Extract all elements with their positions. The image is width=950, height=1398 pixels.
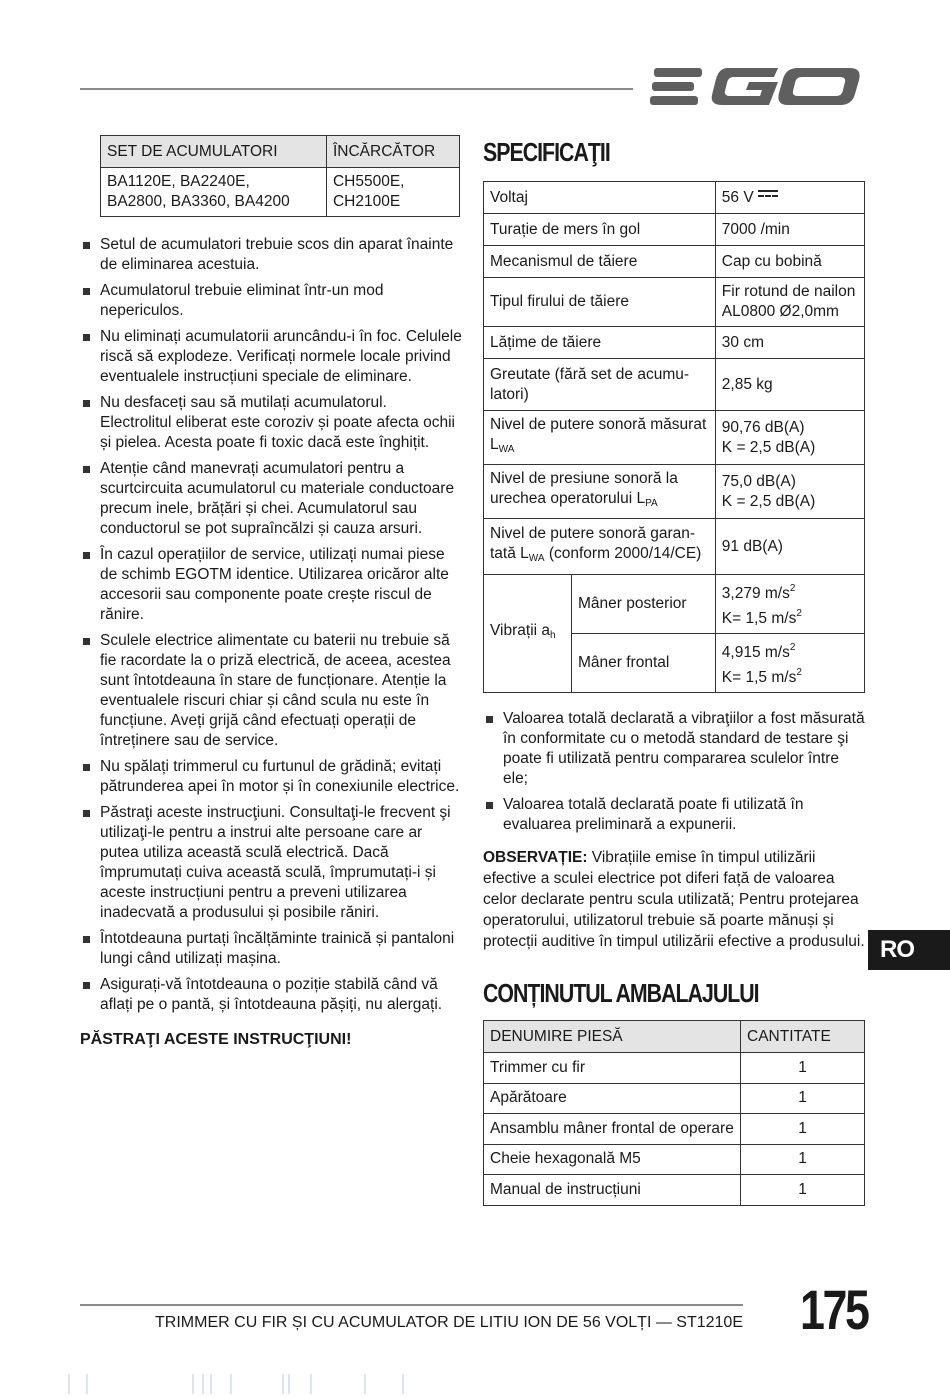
left-column bbox=[80, 135, 462, 1049]
spec-label: Voltaj bbox=[484, 182, 716, 214]
battery-header: SET DE ACUMULATORI bbox=[101, 136, 327, 168]
list-item: Acumulatorul trebuie eliminat într-un mod nepericulos. bbox=[80, 281, 462, 321]
list-item: Sculele electrice alimentate cu baterii nu trebuie să fie racordate la o priză electrică, de aceea, acestea sunt întotdeauna în stare de funcționare. Atenție la eventualele riscuri chiar și când scula nu este în funcțiune. Aveți grijă când efectuați operații de întreținere sau de service. bbox=[80, 631, 462, 751]
charger-header: ÎNCĂRCĂTOR bbox=[326, 136, 459, 168]
table-row bbox=[484, 214, 865, 246]
direct-current-icon bbox=[758, 190, 778, 200]
part-quantity: 1 bbox=[741, 1053, 865, 1084]
spec-label: Lățime de tăiere bbox=[484, 327, 716, 359]
package-contents-table bbox=[483, 1020, 865, 1206]
table-row bbox=[484, 1083, 865, 1114]
footer-rule bbox=[80, 1304, 743, 1306]
spec-value: 2,85 kg bbox=[715, 359, 864, 411]
specifications-table bbox=[483, 181, 865, 693]
part-quantity: 1 bbox=[741, 1083, 865, 1114]
ego-logo-icon bbox=[650, 62, 862, 112]
battery-models: BA1120E, BA2240E, BA2800, BA3360, BA4200 bbox=[101, 168, 327, 217]
spec-value: 91 dB(A) bbox=[715, 519, 864, 575]
spec-value: 4,915 $m/s^2$ K= 1,5 $m/s^2$ bbox=[715, 634, 864, 693]
part-quantity: 1 bbox=[741, 1175, 865, 1206]
table-row bbox=[484, 575, 865, 634]
list-item: Nu spălați trimmerul cu furtunul de grădină; evitați pătrunderea apei în motor și în conexiunile electrice. bbox=[80, 757, 462, 797]
table-row bbox=[484, 1053, 865, 1084]
language-tab: RO bbox=[868, 930, 950, 970]
keep-instructions-heading: PĂSTRAŢI ACESTE INSTRUCŢIUNI! bbox=[80, 1031, 352, 1048]
vibration-notes-list bbox=[483, 709, 865, 835]
list-item: Valoarea totală declarată a vibraţiilor a fost măsurată în conformitate cu o metodă standard de testare şi poate fi utilizată pentru compararea sculelor între ele; bbox=[483, 709, 865, 789]
table-row bbox=[484, 519, 865, 575]
part-name: Trimmer cu fir bbox=[484, 1053, 741, 1084]
table-row bbox=[484, 465, 865, 519]
battery-safety-list bbox=[80, 235, 462, 1015]
charger-models: CH5500E, CH2100E bbox=[326, 168, 459, 217]
part-name-header: DENUMIRE PIESĂ bbox=[484, 1021, 741, 1053]
list-item: Atenție când manevrați acumulatori pentru a scurtcircuita acumulatorul cu materiale conductoare precum inele, brățări și chei. Acumulatorul sau conductorul se pot supraîncălzi și cauza arsuri. bbox=[80, 459, 462, 539]
part-name: Cheie hexagonală M5 bbox=[484, 1144, 741, 1175]
rear-handle-label: Mâner posterior bbox=[572, 575, 716, 634]
spec-label: Nivel de presiune sonoră la urechea operatorului $L_{PA}$ bbox=[484, 465, 716, 519]
part-quantity: 1 bbox=[741, 1144, 865, 1175]
header-rule bbox=[80, 88, 633, 90]
table-row bbox=[484, 1114, 865, 1145]
page-number: 175 bbox=[800, 1278, 868, 1341]
table-row bbox=[484, 246, 865, 278]
spec-value: 30 cm bbox=[715, 327, 864, 359]
table-row bbox=[484, 411, 865, 465]
table-row bbox=[484, 1175, 865, 1206]
table-row bbox=[484, 327, 865, 359]
list-item: Păstraţi aceste instrucţiuni. Consultaţi-le frecvent şi utilizaţi-le pentru a instrui alte persoane care ar putea utiliza această sculă electrică. Dacă împrumutați cuiva această sculă, împrumutați-i și aceste instrucțiuni pentru a preveni utilizarea inadecvată a produsului și posibile răniri. bbox=[80, 803, 462, 923]
list-item: Întotdeauna purtați încălțăminte trainică și pantaloni lungi când utilizați mașina. bbox=[80, 929, 462, 969]
vibration-label: Vibrații $a_h$ bbox=[484, 575, 572, 693]
footer-title: TRIMMER CU FIR ȘI CU ACUMULATOR DE LITIU ION DE 56 VOLȚI — ST1210E bbox=[155, 1314, 743, 1331]
spec-label: Tipul firului de tăiere bbox=[484, 278, 716, 327]
part-name: Ansamblu mâner frontal de operare bbox=[484, 1114, 741, 1145]
table-row bbox=[484, 359, 865, 411]
specifications-title: SPECIFICAŢII bbox=[483, 137, 610, 167]
spec-value: Fir rotund de nailon AL0800 Ø2,0mm bbox=[715, 278, 864, 327]
table-row bbox=[484, 278, 865, 327]
list-item: Setul de acumulatori trebuie scos din aparat înainte de eliminarea acestuia. bbox=[80, 235, 462, 275]
list-item: Valoarea totală declarată poate fi utilizată în evaluarea preliminară a expunerii. bbox=[483, 795, 865, 835]
quantity-header: CANTITATE bbox=[741, 1021, 865, 1053]
spec-label: Turație de mers în gol bbox=[484, 214, 716, 246]
spec-label: Nivel de putere sonoră garan- tată $L_{WA}$ (conform 2000/14/CE) bbox=[484, 519, 716, 575]
spec-label: Nivel de putere sonoră măsurat $L_{WA}$ bbox=[484, 411, 716, 465]
spec-value: 7000 /min bbox=[715, 214, 864, 246]
list-item: Nu eliminați acumulatorii aruncându-i în foc. Celulele riscă să explodeze. Verificați normele locale privind eventualele instrucțiuni speciale de eliminare. bbox=[80, 327, 462, 387]
battery-charger-table bbox=[100, 135, 460, 217]
package-contents-title: CONȚINUTUL AMBALAJULUI bbox=[483, 978, 759, 1008]
spec-label: Greutate (fără set de acumu- latori) bbox=[484, 359, 716, 411]
spec-label: Mecanismul de tăiere bbox=[484, 246, 716, 278]
part-name: Manual de instrucțiuni bbox=[484, 1175, 741, 1206]
spec-value: 56 V bbox=[715, 182, 864, 214]
observation-note: OBSERVAȚIE: Vibrațiile emise în timpul utilizării efective a sculei electrice pot diferi față de valoarea celor declarate pentru scula utilizată; Pentru protejarea operatorului, utilizatorul trebuie să poarte mănuși și protecții auditive în timpul utilizării efective a produsului. bbox=[483, 849, 865, 950]
spec-value: 75,0 dB(A) K = 2,5 dB(A) bbox=[715, 465, 864, 519]
spec-value: 90,76 dB(A) K = 2,5 dB(A) bbox=[715, 411, 864, 465]
table-row bbox=[484, 1144, 865, 1175]
scan-artifact-marks bbox=[60, 1374, 460, 1394]
part-quantity: 1 bbox=[741, 1114, 865, 1145]
part-name: Apărătoare bbox=[484, 1083, 741, 1114]
right-column bbox=[483, 135, 865, 1206]
list-item: Nu desfaceți sau să mutilați acumulatorul. Electrolitul eliberat este coroziv și poate afecta ochii și pielea. Acesta poate fi toxic dacă este înghițit. bbox=[80, 393, 462, 453]
list-item: În cazul operațiilor de service, utilizați numai piese de schimb EGOTM identice. Utilizarea oricăror alte accesorii sau componente poate crește riscul de rănire. bbox=[80, 545, 462, 625]
spec-value: Cap cu bobină bbox=[715, 246, 864, 278]
front-handle-label: Mâner frontal bbox=[572, 634, 716, 693]
spec-value: 3,279 $m/s^2$ K= 1,5 $m/s^2$ bbox=[715, 575, 864, 634]
list-item: Asigurați-vă întotdeauna o poziție stabilă când vă aflați pe o pantă, și întotdeauna pășiți, nu alergați. bbox=[80, 975, 462, 1015]
table-row bbox=[484, 182, 865, 214]
